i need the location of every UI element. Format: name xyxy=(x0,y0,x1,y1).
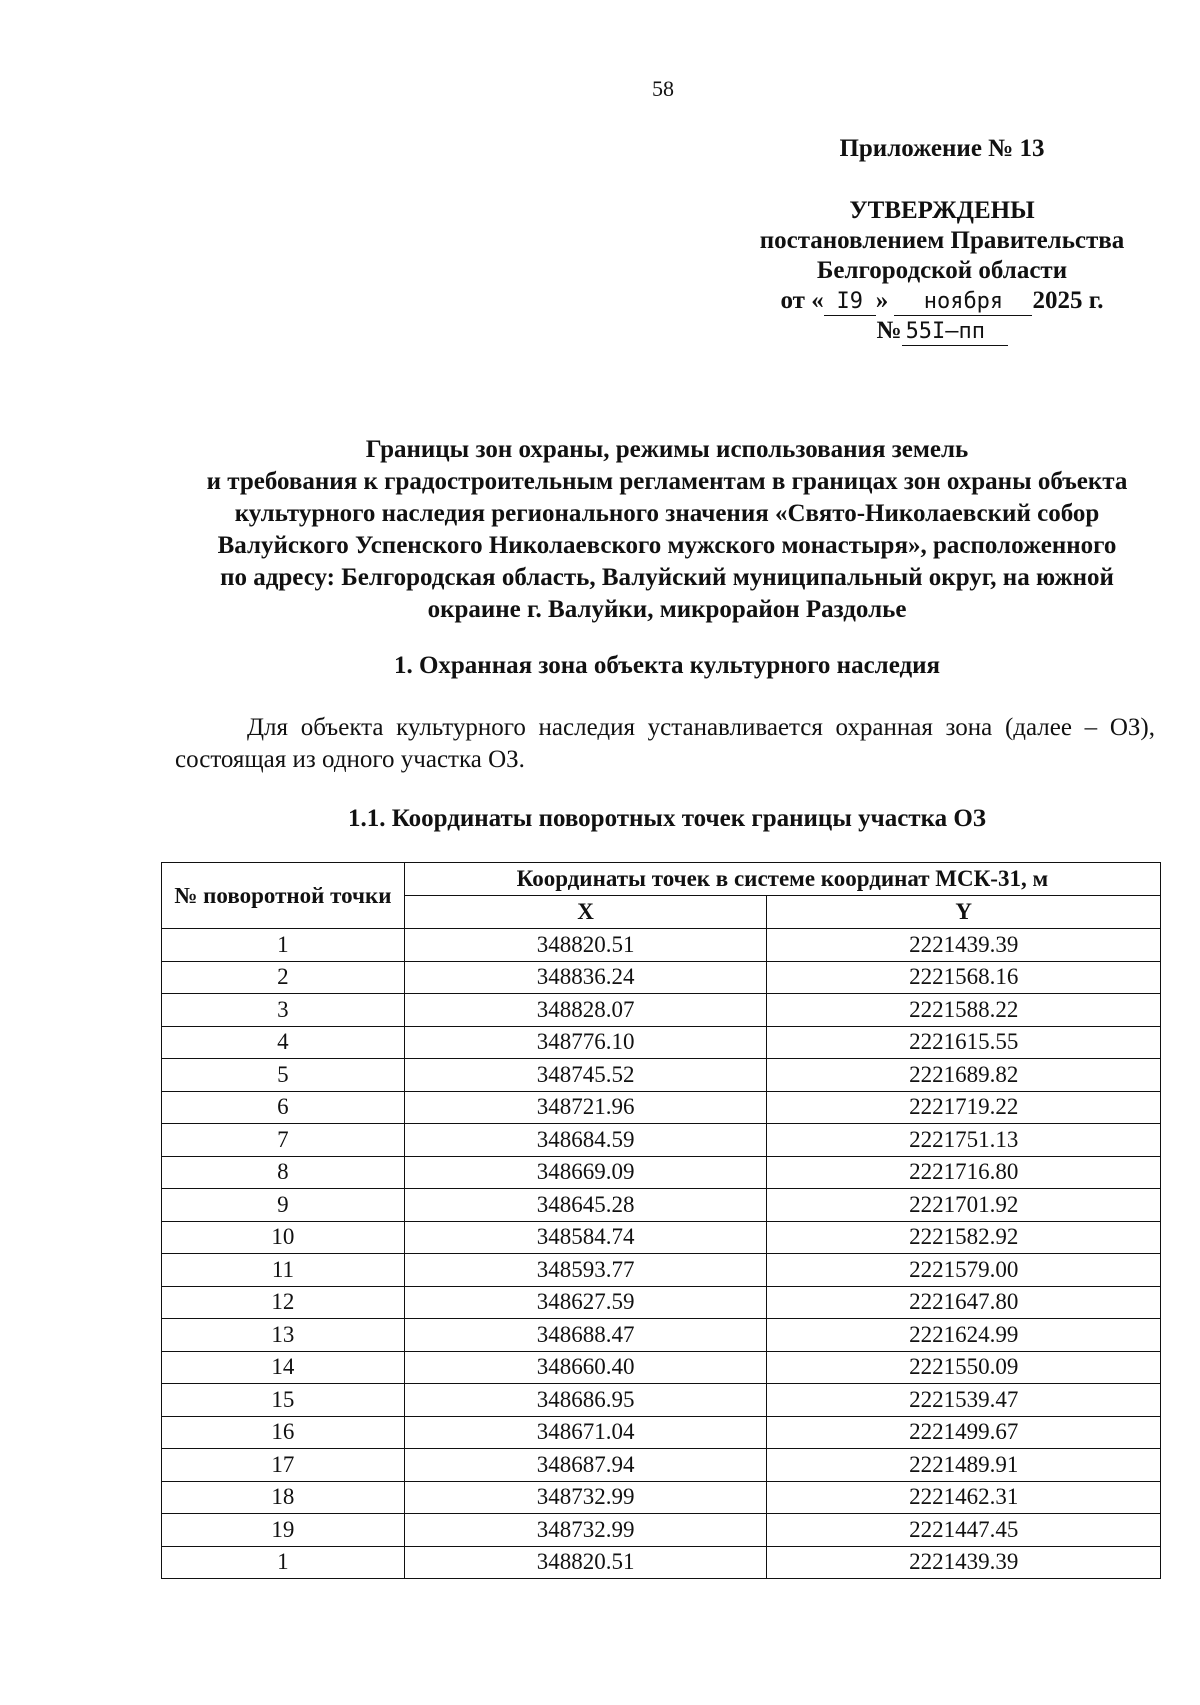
cell-point-number: 12 xyxy=(162,1286,405,1319)
title-line: и требования к градостроительным регламентам в границах зон охраны объекта xyxy=(206,468,1128,495)
cell-x: 348820.51 xyxy=(404,1546,767,1579)
header-point-number: № поворотной точки xyxy=(162,863,405,929)
table-row xyxy=(162,1514,1161,1547)
table-row xyxy=(162,1319,1161,1352)
date-mid: » xyxy=(875,287,889,314)
header-y: Y xyxy=(767,896,1161,929)
cell-y: 2221550.09 xyxy=(767,1351,1161,1384)
appendix-label: Приложение № 13 xyxy=(839,135,1045,162)
cell-point-number: 10 xyxy=(162,1221,405,1254)
page-number: 58 xyxy=(652,76,674,101)
cell-point-number: 7 xyxy=(162,1124,405,1157)
title-line: Валуйского Успенского Николаевского мужского монастыря», расположенного xyxy=(217,532,1117,559)
date-month: ноября xyxy=(894,289,1032,316)
cell-point-number: 3 xyxy=(162,994,405,1027)
cell-y: 2221701.92 xyxy=(767,1189,1161,1222)
approved-by-line1: постановлением Правительства xyxy=(759,227,1125,254)
cell-y: 2221615.55 xyxy=(767,1026,1161,1059)
table-row xyxy=(162,1481,1161,1514)
title-line: Границы зон охраны, режимы использования земель xyxy=(365,436,969,463)
document-title xyxy=(150,434,1184,626)
cell-point-number: 19 xyxy=(162,1514,405,1547)
cell-x: 348627.59 xyxy=(404,1286,767,1319)
approval-date xyxy=(722,286,1162,316)
table-row xyxy=(162,1449,1161,1482)
cell-point-number: 2 xyxy=(162,961,405,994)
cell-y: 2221588.22 xyxy=(767,994,1161,1027)
title-line: по адресу: Белгородская область, Валуйский муниципальный округ, на южной xyxy=(220,564,1114,591)
cell-x: 348732.99 xyxy=(404,1481,767,1514)
coordinates-table xyxy=(161,862,1161,1579)
section-heading: 1. Охранная зона объекта культурного наследия xyxy=(393,652,941,679)
cell-y: 2221462.31 xyxy=(767,1481,1161,1514)
cell-point-number: 11 xyxy=(162,1254,405,1287)
cell-y: 2221751.13 xyxy=(767,1124,1161,1157)
title-line: окраине г. Валуйки, микрорайон Раздолье xyxy=(427,596,907,623)
table-row xyxy=(162,1221,1161,1254)
cell-y: 2221582.92 xyxy=(767,1221,1161,1254)
cell-y: 2221499.67 xyxy=(767,1416,1161,1449)
date-day: I9 xyxy=(824,289,876,316)
cell-x: 348645.28 xyxy=(404,1189,767,1222)
cell-y: 2221447.45 xyxy=(767,1514,1161,1547)
cell-y: 2221579.00 xyxy=(767,1254,1161,1287)
cell-x: 348828.07 xyxy=(404,994,767,1027)
cell-point-number: 9 xyxy=(162,1189,405,1222)
cell-y: 2221624.99 xyxy=(767,1319,1161,1352)
cell-y: 2221439.39 xyxy=(767,1546,1161,1579)
cell-point-number: 14 xyxy=(162,1351,405,1384)
cell-x: 348688.47 xyxy=(404,1319,767,1352)
cell-point-number: 6 xyxy=(162,1091,405,1124)
cell-y: 2221689.82 xyxy=(767,1059,1161,1092)
table-row xyxy=(162,929,1161,962)
cell-x: 348660.40 xyxy=(404,1351,767,1384)
cell-point-number: 13 xyxy=(162,1319,405,1352)
cell-x: 348669.09 xyxy=(404,1156,767,1189)
table-row xyxy=(162,1416,1161,1449)
cell-x: 348721.96 xyxy=(404,1091,767,1124)
cell-y: 2221647.80 xyxy=(767,1286,1161,1319)
cell-x: 348593.77 xyxy=(404,1254,767,1287)
cell-x: 348820.51 xyxy=(404,929,767,962)
number-value: 55I–пп xyxy=(902,319,1008,346)
cell-x: 348776.10 xyxy=(404,1026,767,1059)
paragraph-text: Для объекта культурного наследия устанавливается охранная зона (далее – ОЗ), состоящая из одного участка ОЗ. xyxy=(175,714,1155,773)
date-year: 2025 г. xyxy=(1032,287,1104,314)
cell-y: 2221719.22 xyxy=(767,1091,1161,1124)
cell-x: 348732.99 xyxy=(404,1514,767,1547)
header-coordinates: Координаты точек в системе координат МСК-31, м xyxy=(404,863,1160,896)
approval-block xyxy=(722,134,1162,346)
table-row xyxy=(162,1124,1161,1157)
title-line: культурного наследия регионального значения «Свято-Николаевский собор xyxy=(234,500,1100,527)
cell-x: 348686.95 xyxy=(404,1384,767,1417)
table-row xyxy=(162,1156,1161,1189)
cell-y: 2221716.80 xyxy=(767,1156,1161,1189)
header-x: X xyxy=(404,896,767,929)
cell-y: 2221568.16 xyxy=(767,961,1161,994)
table-row xyxy=(162,1059,1161,1092)
cell-y: 2221439.39 xyxy=(767,929,1161,962)
cell-point-number: 17 xyxy=(162,1449,405,1482)
number-prefix: № xyxy=(876,317,902,344)
cell-point-number: 18 xyxy=(162,1481,405,1514)
cell-y: 2221539.47 xyxy=(767,1384,1161,1417)
table-row xyxy=(162,1189,1161,1222)
cell-x: 348584.74 xyxy=(404,1221,767,1254)
approved-label: УТВЕРЖДЕНЫ xyxy=(849,197,1035,224)
table-row xyxy=(162,961,1161,994)
cell-x: 348684.59 xyxy=(404,1124,767,1157)
body-paragraph xyxy=(175,712,1155,776)
table-row xyxy=(162,1351,1161,1384)
table-row xyxy=(162,1384,1161,1417)
cell-x: 348671.04 xyxy=(404,1416,767,1449)
cell-x: 348745.52 xyxy=(404,1059,767,1092)
subsection-heading: 1.1. Координаты поворотных точек границы участка ОЗ xyxy=(348,805,986,832)
approved-by-line2: Белгородской области xyxy=(816,257,1068,284)
cell-point-number: 1 xyxy=(162,929,405,962)
table-row xyxy=(162,994,1161,1027)
cell-point-number: 16 xyxy=(162,1416,405,1449)
date-prefix: от « xyxy=(780,287,824,314)
approval-number xyxy=(722,316,1162,346)
cell-point-number: 1 xyxy=(162,1546,405,1579)
cell-y: 2221489.91 xyxy=(767,1449,1161,1482)
table-row xyxy=(162,1091,1161,1124)
table-row xyxy=(162,1286,1161,1319)
cell-point-number: 8 xyxy=(162,1156,405,1189)
cell-x: 348687.94 xyxy=(404,1449,767,1482)
table-row xyxy=(162,1546,1161,1579)
table-row xyxy=(162,1254,1161,1287)
table-body xyxy=(162,929,1161,1579)
cell-point-number: 15 xyxy=(162,1384,405,1417)
cell-point-number: 4 xyxy=(162,1026,405,1059)
cell-point-number: 5 xyxy=(162,1059,405,1092)
table-row xyxy=(162,1026,1161,1059)
cell-x: 348836.24 xyxy=(404,961,767,994)
